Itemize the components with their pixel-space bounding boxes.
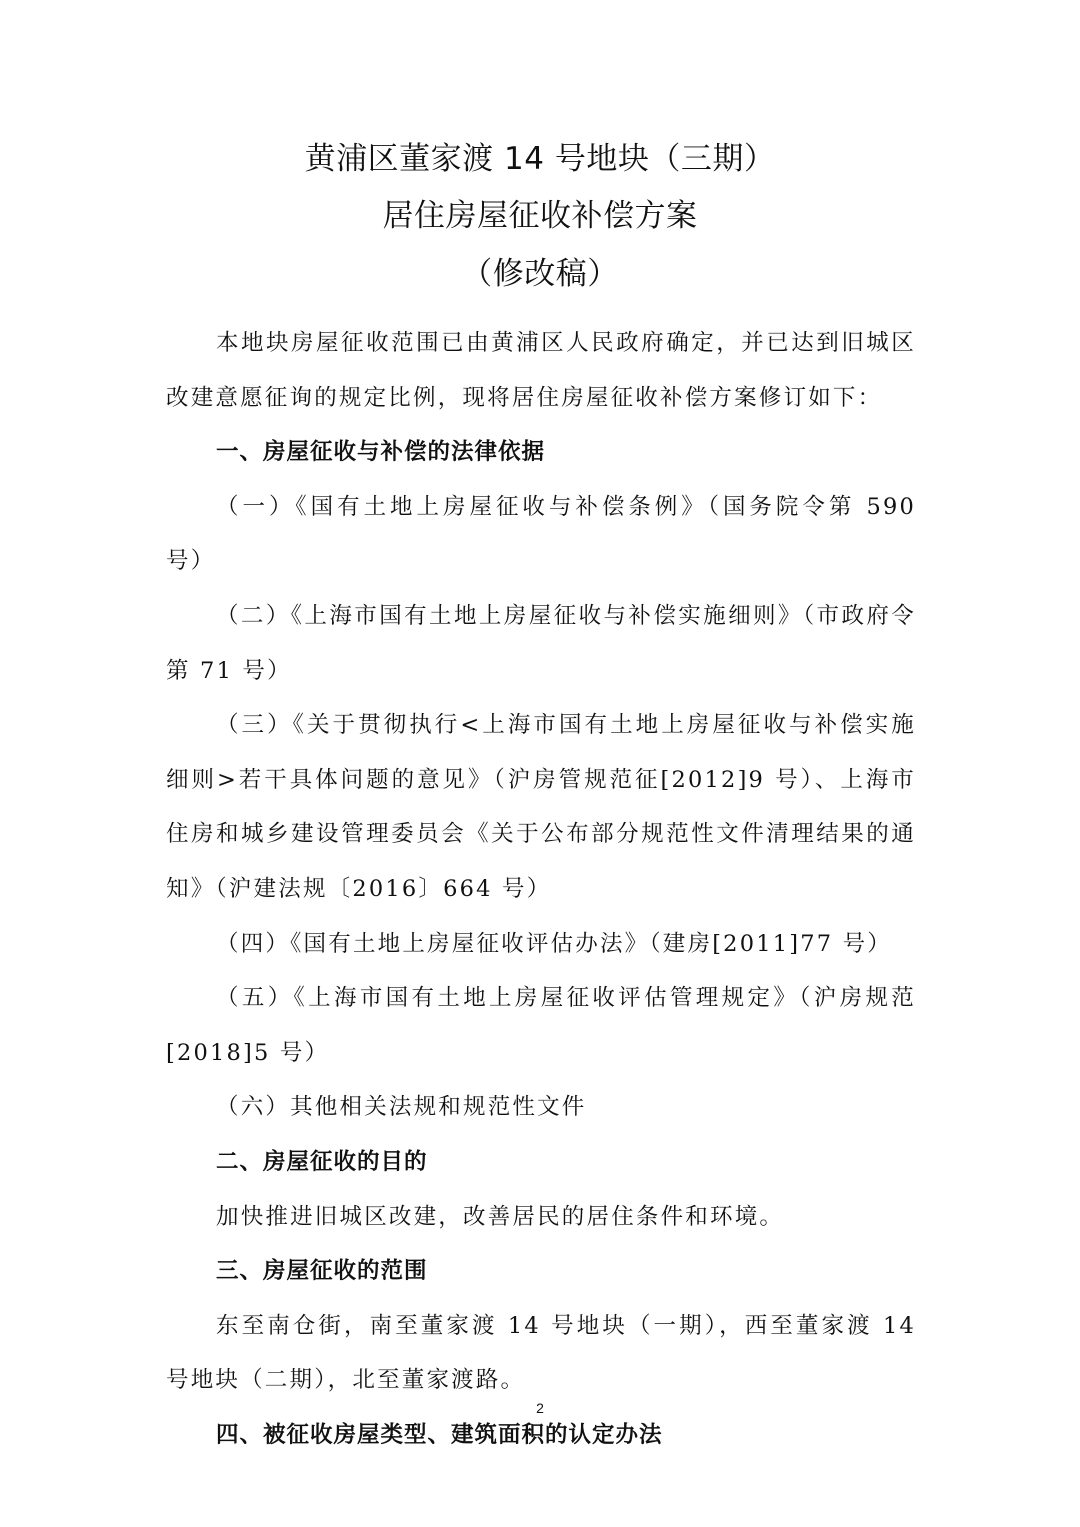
purpose-paragraph: 加快推进旧城区改建，改善居民的居住条件和环境。 <box>216 1203 785 1230</box>
section-heading-1: 一、房屋征收与补偿的法律依据 <box>216 439 546 466</box>
legal-basis-item-3: （三）《关于贯彻执行<上海市国有土地上房屋征收与补偿实施细则>若干具体问题的意见》（沪房管规范征[2012]9 号）、上海市住房和城乡建设管理委员会《关于公布部分规范性文件清理结果的通知》（沪建法规〔2016〕664 号） <box>166 712 916 902</box>
document-title-line-3: （修改稿） <box>461 256 619 292</box>
legal-basis-item-1: （一）《国有土地上房屋征收与补偿条例》（国务院令第 590 号） <box>166 493 916 575</box>
scope-paragraph: 东至南仓街，南至董家渡 14 号地块（一期），西至董家渡 14 号地块（二期），北至董家渡路。 <box>166 1312 916 1394</box>
intro-paragraph: 本地块房屋征收范围已由黄浦区人民政府确定，并已达到旧城区改建意愿征询的规定比例，现将居住房屋征收补偿方案修订如下： <box>166 330 916 411</box>
document-body <box>166 316 916 1462</box>
section-heading-4: 四、被征收房屋类型、建筑面积的认定办法 <box>216 1421 663 1448</box>
legal-basis-item-5: （五）《上海市国有土地上房屋征收评估管理规定》（沪房规范[2018]5 号） <box>166 985 916 1066</box>
section-heading-3: 三、房屋征收的范围 <box>216 1258 428 1285</box>
legal-basis-item-4: （四）《国有土地上房屋征收评估办法》（建房[2011]77 号） <box>216 930 893 957</box>
page-number: 2 <box>536 1400 544 1416</box>
legal-basis-item-6: （六）其他相关法规和规范性文件 <box>216 1094 587 1121</box>
document-title-line-2: 居住房屋征收补偿方案 <box>382 198 698 234</box>
legal-basis-item-2: （二）《上海市国有土地上房屋征收与补偿实施细则》（市政府令第 71 号） <box>166 602 916 684</box>
document-title-line-1: 黄浦区董家渡 14 号地块（三期） <box>304 141 776 177</box>
section-heading-2: 二、房屋征收的目的 <box>216 1148 428 1175</box>
